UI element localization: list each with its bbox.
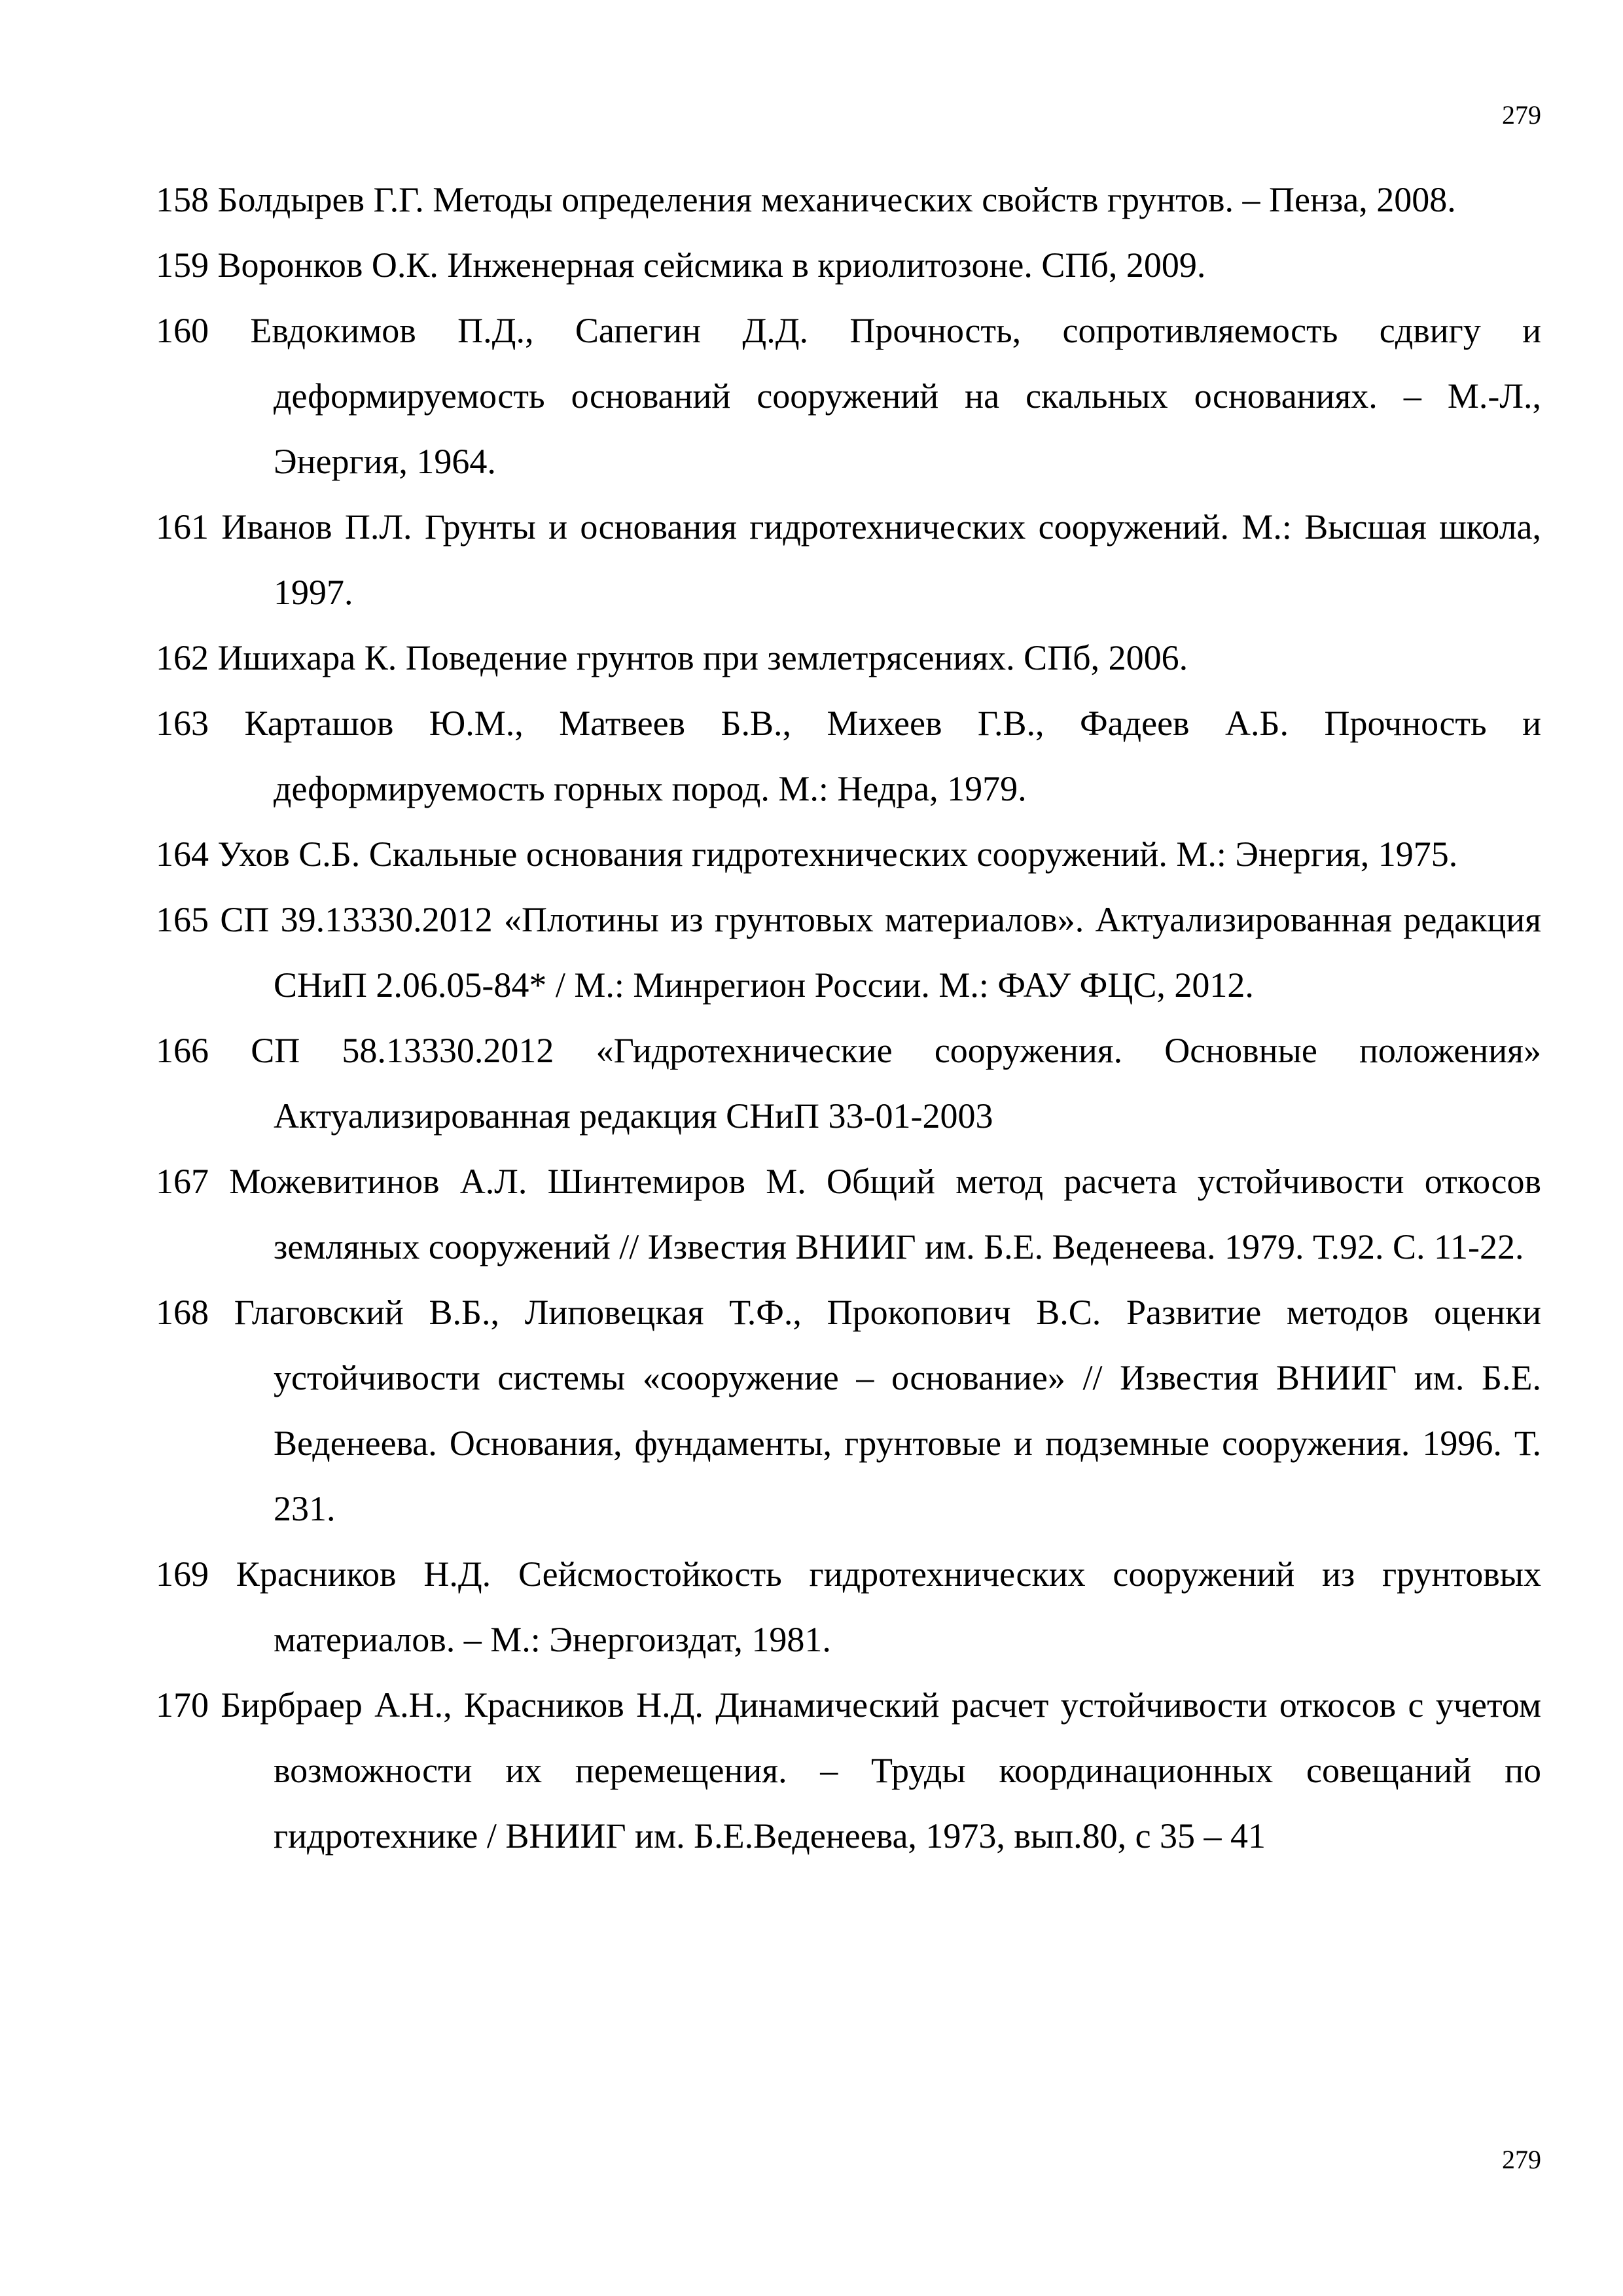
page-number-top: 279 bbox=[1502, 100, 1541, 130]
reference-text: СП 39.13330.2012 «Плотины из грунтовых материалов». Актуализированная редакция СНиП 2.06.05-84* / М.: Минрегион России. М.: ФАУ ФЦС, 2012. bbox=[220, 900, 1542, 1005]
reference-text: СП 58.13330.2012 «Гидротехнические сооружения. Основные положения» Актуализированная редакция СНиП 33-01-2003 bbox=[251, 1031, 1541, 1136]
reference-number: 165 bbox=[156, 900, 209, 939]
reference-number: 166 bbox=[156, 1031, 209, 1070]
reference-text: Бирбраер А.Н., Красников Н.Д. Динамический расчет устойчивости откосов с учетом возможности их перемещения. – Труды координационных совещаний по гидротехнике / ВНИИГ им. Б.Е.Веденеева, 1973, вып.80, с 35 – 41 bbox=[221, 1685, 1541, 1856]
reference-list bbox=[156, 167, 1541, 1869]
reference-text: Ишихара К. Поведение грунтов при землетрясениях. СПб, 2006. bbox=[217, 638, 1188, 677]
list-item bbox=[156, 232, 1541, 298]
reference-text: Можевитинов А.Л. Шинтемиров М. Общий метод расчета устойчивости откосов земляных сооружений // Известия ВНИИГ им. Б.Е. Веденеева. 1979. Т.92. С. 11-22. bbox=[229, 1162, 1541, 1266]
list-item bbox=[156, 1541, 1541, 1672]
reference-number: 158 bbox=[156, 180, 209, 219]
list-item bbox=[156, 821, 1541, 887]
list-item bbox=[156, 167, 1541, 232]
list-item bbox=[156, 1018, 1541, 1149]
reference-number: 161 bbox=[156, 507, 209, 547]
reference-number: 170 bbox=[156, 1685, 209, 1725]
reference-text: Евдокимов П.Д., Сапегин Д.Д. Прочность, сопротивляемость сдвигу и деформируемость оснований сооружений на скальных основаниях. – М.-Л., Энергия, 1964. bbox=[250, 311, 1542, 481]
reference-number: 168 bbox=[156, 1293, 209, 1332]
list-item bbox=[156, 1149, 1541, 1280]
reference-number: 164 bbox=[156, 834, 209, 874]
list-item bbox=[156, 1672, 1541, 1869]
reference-number: 163 bbox=[156, 704, 209, 743]
reference-text: Глаговский В.Б., Липовецкая Т.Ф., Прокопович В.С. Развитие методов оценки устойчивости системы «сооружение – основание» // Известия ВНИИГ им. Б.Е. Веденеева. Основания, фундаменты, грунтовые и подземные сооружения. 1996. Т. 231. bbox=[234, 1293, 1541, 1528]
list-item bbox=[156, 1280, 1541, 1541]
list-item bbox=[156, 494, 1541, 625]
reference-number: 160 bbox=[156, 311, 209, 350]
reference-number: 162 bbox=[156, 638, 209, 677]
list-item bbox=[156, 691, 1541, 821]
reference-number: 169 bbox=[156, 1554, 209, 1594]
list-item bbox=[156, 298, 1541, 494]
reference-text: Воронков О.К. Инженерная сейсмика в криолитозоне. СПб, 2009. bbox=[217, 245, 1206, 285]
reference-number: 167 bbox=[156, 1162, 209, 1201]
page-number-bottom: 279 bbox=[1502, 2145, 1541, 2174]
list-item bbox=[156, 625, 1541, 691]
reference-number: 159 bbox=[156, 245, 209, 285]
reference-text: Карташов Ю.М., Матвеев Б.В., Михеев Г.В., Фадеев А.Б. Прочность и деформируемость горных пород. М.: Недра, 1979. bbox=[244, 704, 1541, 808]
reference-text: Иванов П.Л. Грунты и основания гидротехнических сооружений. М.: Высшая школа, 1997. bbox=[221, 507, 1541, 612]
reference-text: Ухов С.Б. Скальные основания гидротехнических сооружений. М.: Энергия, 1975. bbox=[217, 834, 1458, 874]
reference-text: Болдырев Г.Г. Методы определения механических свойств грунтов. – Пенза, 2008. bbox=[217, 180, 1456, 219]
reference-text: Красников Н.Д. Сейсмостойкость гидротехнических сооружений из грунтовых материалов. – М.: Энергоиздат, 1981. bbox=[236, 1554, 1542, 1659]
list-item bbox=[156, 887, 1541, 1018]
